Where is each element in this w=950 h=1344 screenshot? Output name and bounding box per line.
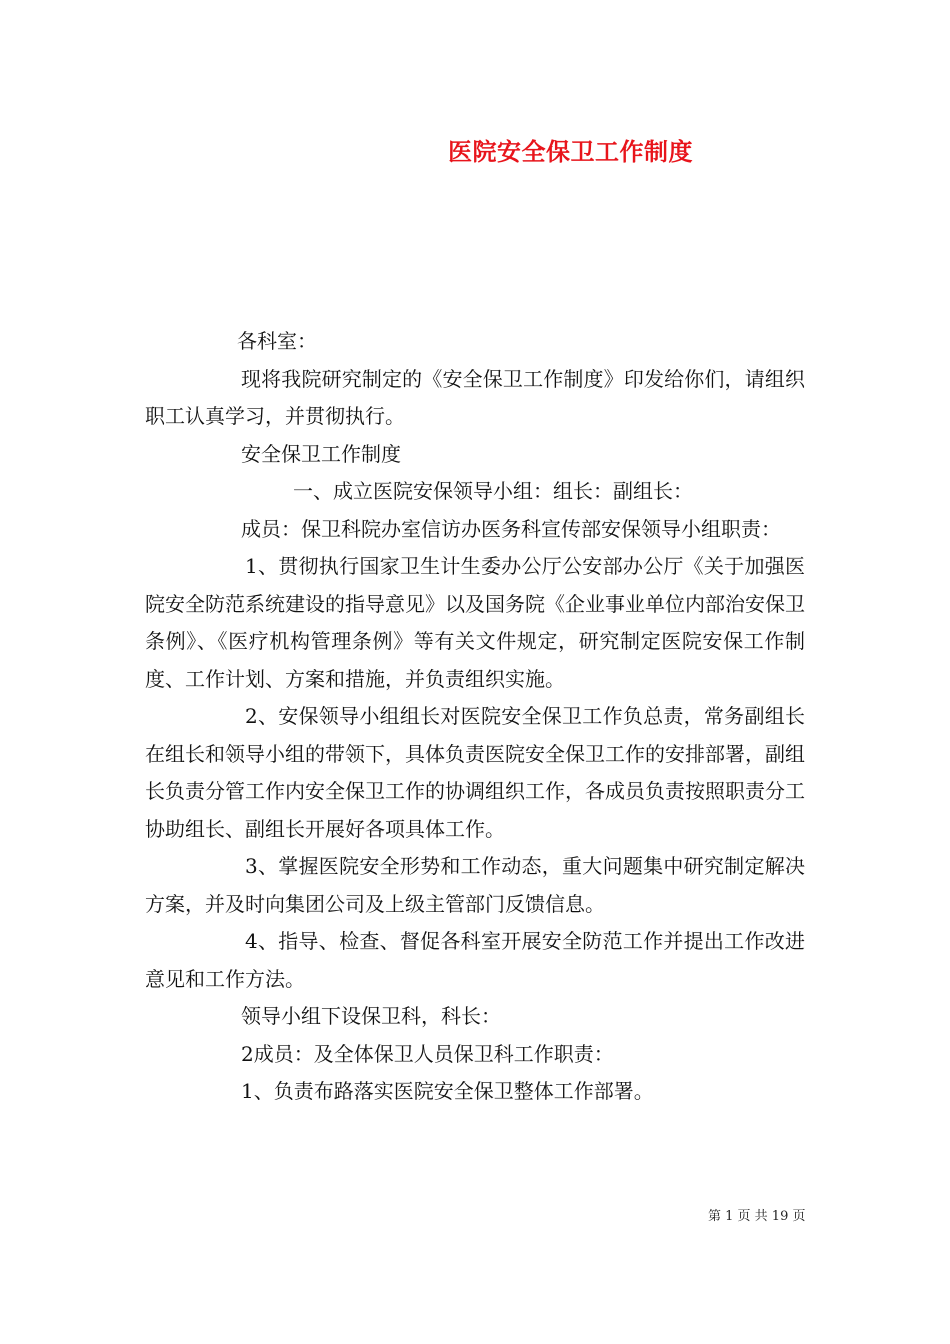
document-title: 医院安全保卫工作制度 bbox=[448, 137, 693, 166]
paragraph-intro: 现将我院研究制定的《安全保卫工作制度》印发给你们，请组织职工认真学习，并贯彻执行。 bbox=[145, 366, 805, 428]
section-heading: 安全保卫工作制度 bbox=[241, 441, 401, 466]
paragraph-security-members: 2成员：及全体保卫人员保卫科工作职责： bbox=[241, 1041, 614, 1066]
paragraph-members: 成员：保卫科院办室信访办医务科宣传部安保领导小组职责： bbox=[241, 516, 781, 541]
paragraph-duty-4: 4、指导、检查、督促各科室开展安全防范工作并提出工作改进意见和工作方法。 bbox=[145, 929, 805, 991]
paragraph-duty-3: 3、掌握医院安全形势和工作动态，重大问题集中研究制定解决方案，并及时向集团公司及上级主管部门反馈信息。 bbox=[145, 854, 805, 916]
page-number: 第 1 页 共 19 页 bbox=[708, 1209, 806, 1224]
paragraph-security-duty-1: 1、负责布路落实医院安全保卫整体工作部署。 bbox=[241, 1079, 654, 1103]
document-body bbox=[145, 323, 805, 1111]
paragraph-leadership-group: 一、成立医院安保领导小组：组长：副组长： bbox=[293, 479, 693, 503]
paragraph-duty-2: 2、安保领导小组组长对医院安全保卫工作负总责，常务副组长在组长和领导小组的带领下，具体负责医院安全保卫工作的安排部署，副组长负责分管工作内安全保卫工作的协调组织工作，各成员负责按照职责分工协助组长、副组长开展好各项具体工作。 bbox=[145, 704, 805, 841]
paragraph-duty-1: 1、贯彻执行国家卫生计生委办公厅公安部办公厅《关于加强医院安全防范系统建设的指导意见》以及国务院《企业事业单位内部治安保卫条例》、《医疗机构管理条例》等有关文件规定，研究制定医院安保工作制度、工作计划、方案和措施，并负责组织实施。 bbox=[145, 554, 805, 691]
paragraph-security-section: 领导小组下设保卫科，科长： bbox=[241, 1004, 501, 1028]
salutation: 各科室： bbox=[237, 329, 317, 353]
